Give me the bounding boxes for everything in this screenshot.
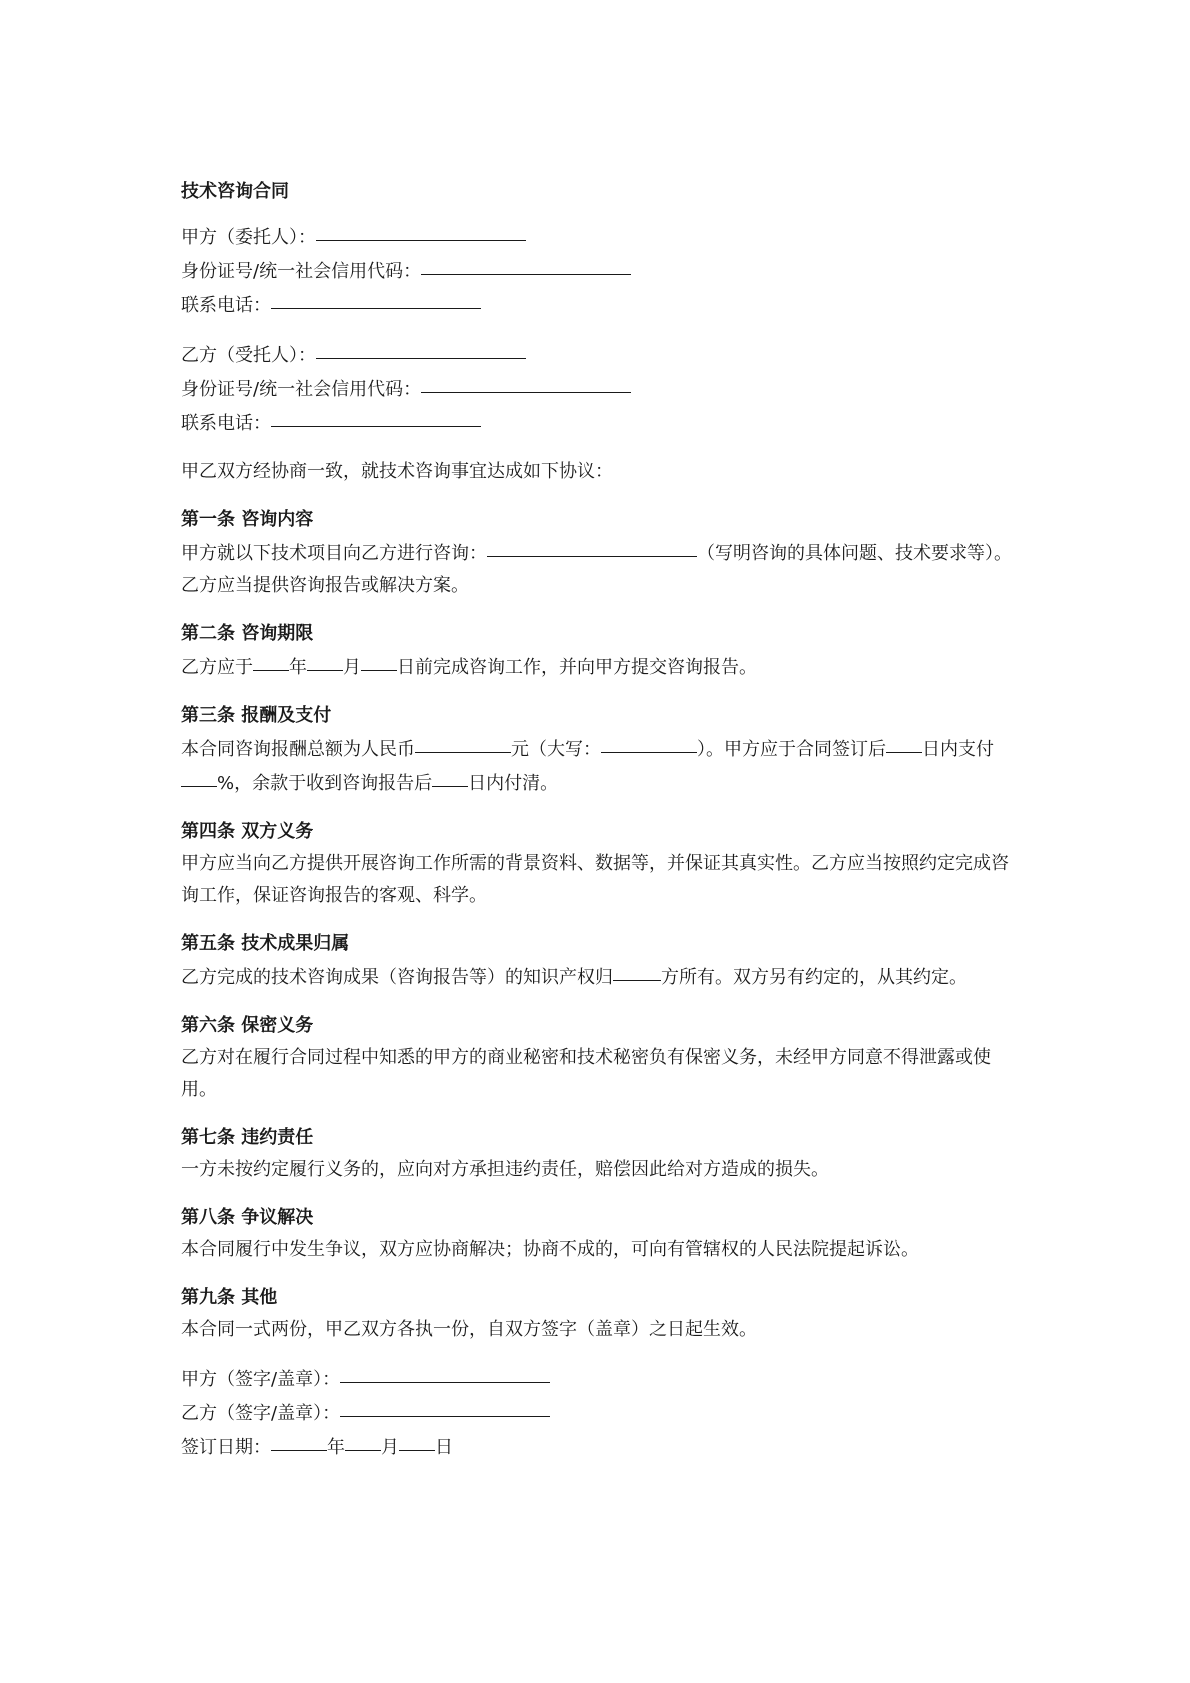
article-9-heading: 第九条 其他 [181,1287,278,1308]
party-b-id-label: 身份证号/统一社会信用代码： [181,379,422,400]
party-b-phone-blank[interactable] [271,404,481,427]
first-payment-percent-blank[interactable] [181,764,217,787]
party-a-name-line [181,220,1021,254]
article-3-text [181,732,1021,800]
article-5-text [181,960,1021,994]
article-1 [181,504,1021,602]
party-a-phone-label: 联系电话： [181,295,271,316]
fee-capital-blank[interactable] [601,730,697,753]
fee-amount-blank[interactable] [415,730,511,753]
intro-text: 甲乙双方经协商一致，就技术咨询事宜达成如下协议： [181,461,613,482]
party-a-name-label: 甲方（委托人）： [181,227,316,248]
document-title: 技术咨询合同 [181,181,289,202]
party-a-name-blank[interactable] [316,218,526,241]
party-b-section [181,338,1021,440]
party-b-name-label: 乙方（受托人）： [181,345,316,366]
party-b-phone-line [181,406,1021,440]
party-b-phone-label: 联系电话： [181,413,271,434]
article-2 [181,618,1021,684]
contract-document [181,176,1021,1480]
party-a-signature-line [181,1362,1021,1396]
deadline-day-blank[interactable] [361,648,397,671]
article-8-text: 本合同履行中发生争议，双方应协商解决；协商不成的，可向有管辖权的人民法院提起诉讼。 [181,1239,919,1260]
party-b-id-blank[interactable] [421,370,631,393]
article-3-text-part: %，余款于收到咨询报告后 [217,773,433,794]
party-b-id-line [181,372,1021,406]
party-b-signature-label: 乙方（签字/盖章）： [181,1403,341,1424]
article-7 [181,1122,1021,1186]
signature-section [181,1362,1021,1464]
article-6-heading: 第六条 保密义务 [181,1015,314,1036]
party-a-section [181,220,1021,322]
sign-month-label: 月 [381,1437,399,1458]
article-2-heading: 第二条 咨询期限 [181,623,314,644]
party-a-phone-line [181,288,1021,322]
article-8 [181,1202,1021,1266]
party-a-phone-blank[interactable] [271,286,481,309]
party-a-id-blank[interactable] [421,252,631,275]
article-3-text-part: 元（大写： [511,739,601,760]
article-5-text-part: 乙方完成的技术咨询成果（咨询报告等）的知识产权归 [181,967,613,988]
article-3-heading: 第三条 报酬及支付 [181,705,332,726]
article-4-heading: 第四条 双方义务 [181,821,314,842]
article-2-text [181,650,1021,684]
party-a-id-label: 身份证号/统一社会信用代码： [181,261,422,282]
article-5 [181,928,1021,994]
party-b-name-blank[interactable] [316,336,526,359]
sign-year-blank[interactable] [271,1428,327,1451]
article-2-text-part: 日前完成咨询工作，并向甲方提交咨询报告。 [397,657,757,678]
sign-day-blank[interactable] [399,1428,435,1451]
article-5-heading: 第五条 技术成果归属 [181,933,350,954]
first-payment-days-blank[interactable] [886,730,922,753]
article-9 [181,1282,1021,1346]
month-label: 月 [343,657,361,678]
article-6-text: 乙方对在履行合同过程中知悉的甲方的商业秘密和技术秘密负有保密义务，未经甲方同意不得泄露或使用。 [181,1047,991,1100]
party-a-signature-blank[interactable] [340,1360,550,1383]
article-5-text-part: 方所有。双方另有约定的，从其约定。 [661,967,967,988]
sign-day-label: 日 [435,1437,453,1458]
balance-days-blank[interactable] [432,764,468,787]
party-b-signature-blank[interactable] [340,1394,550,1417]
article-3-text-part: 日内付清。 [468,773,559,794]
article-3-text-part: 本合同咨询报酬总额为人民币 [181,739,415,760]
article-4-text: 甲方应当向乙方提供开展咨询工作所需的背景资料、数据等，并保证其真实性。乙方应当按照约定完成咨询工作，保证咨询报告的客观、科学。 [181,853,1009,906]
article-1-text [181,536,1021,570]
consult-project-blank[interactable] [487,534,697,557]
article-4 [181,816,1021,912]
article-7-text: 一方未按约定履行义务的，应向对方承担违约责任，赔偿因此给对方造成的损失。 [181,1159,829,1180]
article-9-text: 本合同一式两份，甲乙双方各执一份，自双方签字（盖章）之日起生效。 [181,1319,757,1340]
party-a-id-line [181,254,1021,288]
sign-date-line [181,1430,1021,1464]
article-3 [181,700,1021,800]
party-b-name-line [181,338,1021,372]
year-label: 年 [289,657,307,678]
sign-date-label: 签订日期： [181,1437,271,1458]
intro-paragraph [181,456,1021,488]
article-1-text-2: 乙方应当提供咨询报告或解决方案。 [181,575,469,596]
ip-owner-blank[interactable] [613,958,661,981]
article-1-text-after: （写明咨询的具体问题、技术要求等）。 [697,543,1012,564]
article-3-text-part: 日内支付 [922,739,994,760]
sign-year-label: 年 [327,1437,345,1458]
article-2-text-part: 乙方应于 [181,657,253,678]
deadline-month-blank[interactable] [307,648,343,671]
sign-month-blank[interactable] [345,1428,381,1451]
party-a-signature-label: 甲方（签字/盖章）： [181,1369,341,1390]
article-1-heading: 第一条 咨询内容 [181,509,314,530]
article-7-heading: 第七条 违约责任 [181,1127,314,1148]
deadline-year-blank[interactable] [253,648,289,671]
article-8-heading: 第八条 争议解决 [181,1207,314,1228]
article-6 [181,1010,1021,1106]
article-1-text-before: 甲方就以下技术项目向乙方进行咨询： [181,543,487,564]
party-b-signature-line [181,1396,1021,1430]
article-3-text-part: ）。甲方应于合同签订后 [697,739,886,760]
